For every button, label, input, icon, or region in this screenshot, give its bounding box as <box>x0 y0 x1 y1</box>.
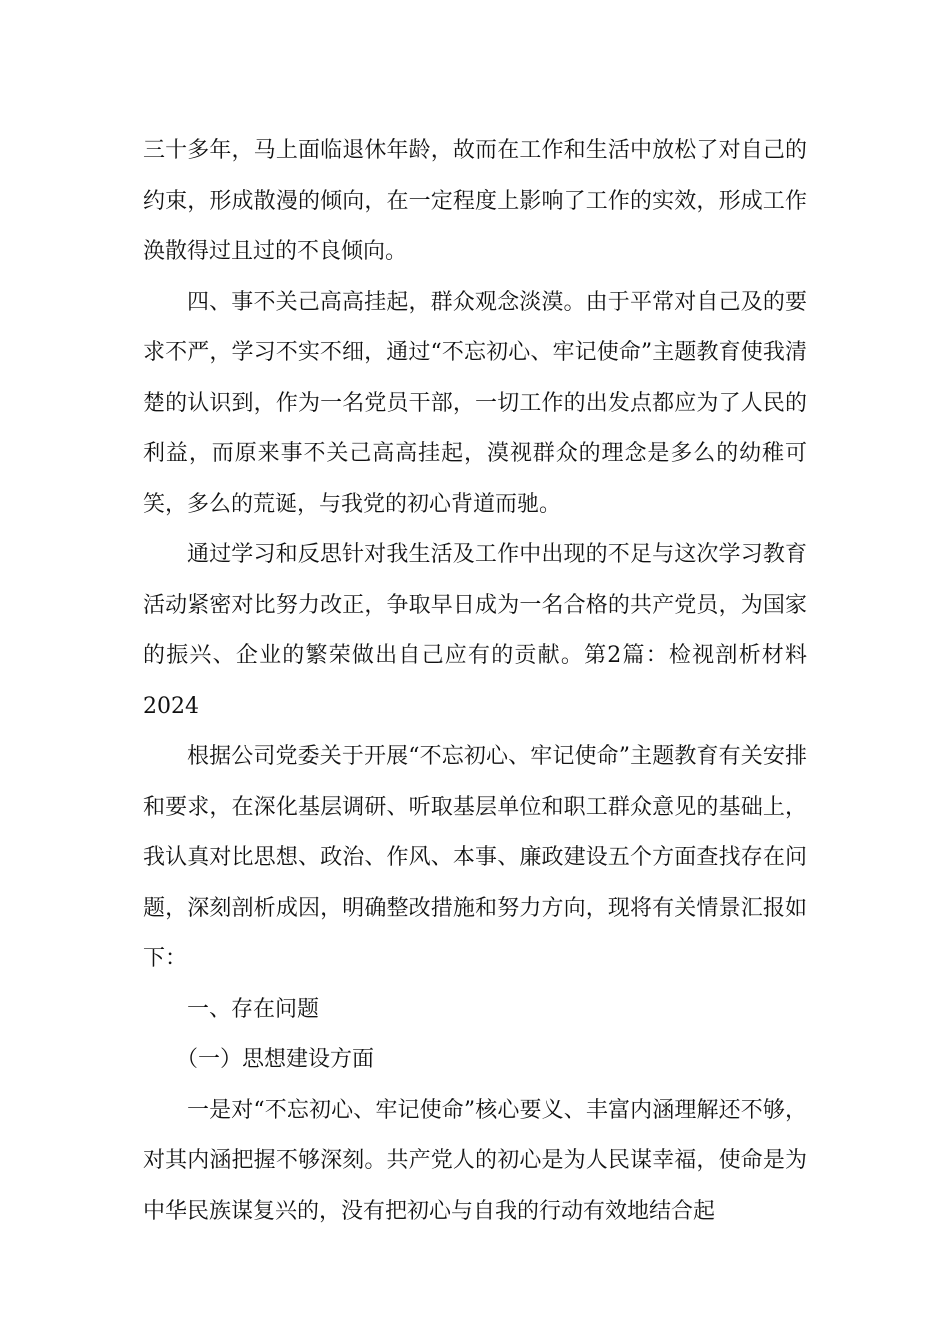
paragraph-introduction: 根据公司党委关于开展“不忘初心、牢记使命”主题教育有关安排和要求，在深化基层调研、听取基层单位和职工群众意见的基础上，我认真对比思想、政治、作风、本事、廉政建设五个方面查找存在问题，深刻剖析成因，明确整改措施和努力方向，现将有关情景汇报如下： <box>143 744 807 971</box>
document-page <box>143 126 807 1237</box>
section-heading: 一、存在问题 <box>187 996 320 1022</box>
paragraph-continuation: 三十多年，马上面临退休年龄，故而在工作和生活中放松了对自己的约束，形成散漫的倾向，在一定程度上影响了工作的实效，形成工作涣散得过且过的不良倾向。 <box>143 138 807 264</box>
paragraph-section-four: 四、事不关己高高挂起，群众观念淡漠。由于平常对自己及的要求不严，学习不实不细，通过“不忘初心、牢记使命”主题教育使我清楚的认识到，作为一名党员干部，一切工作的出发点都应为了人民的利益，而原来事不关己高高挂起，漠视群众的理念是多么的幼稚可笑，多么的荒诞，与我党的初心背道而驰。 <box>143 289 807 517</box>
paragraph-conclusion: 通过学习和反思针对我生活及工作中出现的不足与这次学习教育活动紧密对比努力改正，争取早日成为一名合格的共产党员，为国家的振兴、企业的繁荣做出自己应有的贡献。第2篇：检视剖析材料2024 <box>143 542 807 719</box>
subsection-heading: （一）思想建设方面 <box>176 1047 375 1072</box>
paragraph-point-one: 一是对“不忘初心、牢记使命”核心要义、丰富内涵理解还不够，对其内涵把握不够深刻。共产党人的初心是为人民谋幸福，使命是为中华民族谋复兴的，没有把初心与自我的行动有效地结合起 <box>143 1097 807 1224</box>
